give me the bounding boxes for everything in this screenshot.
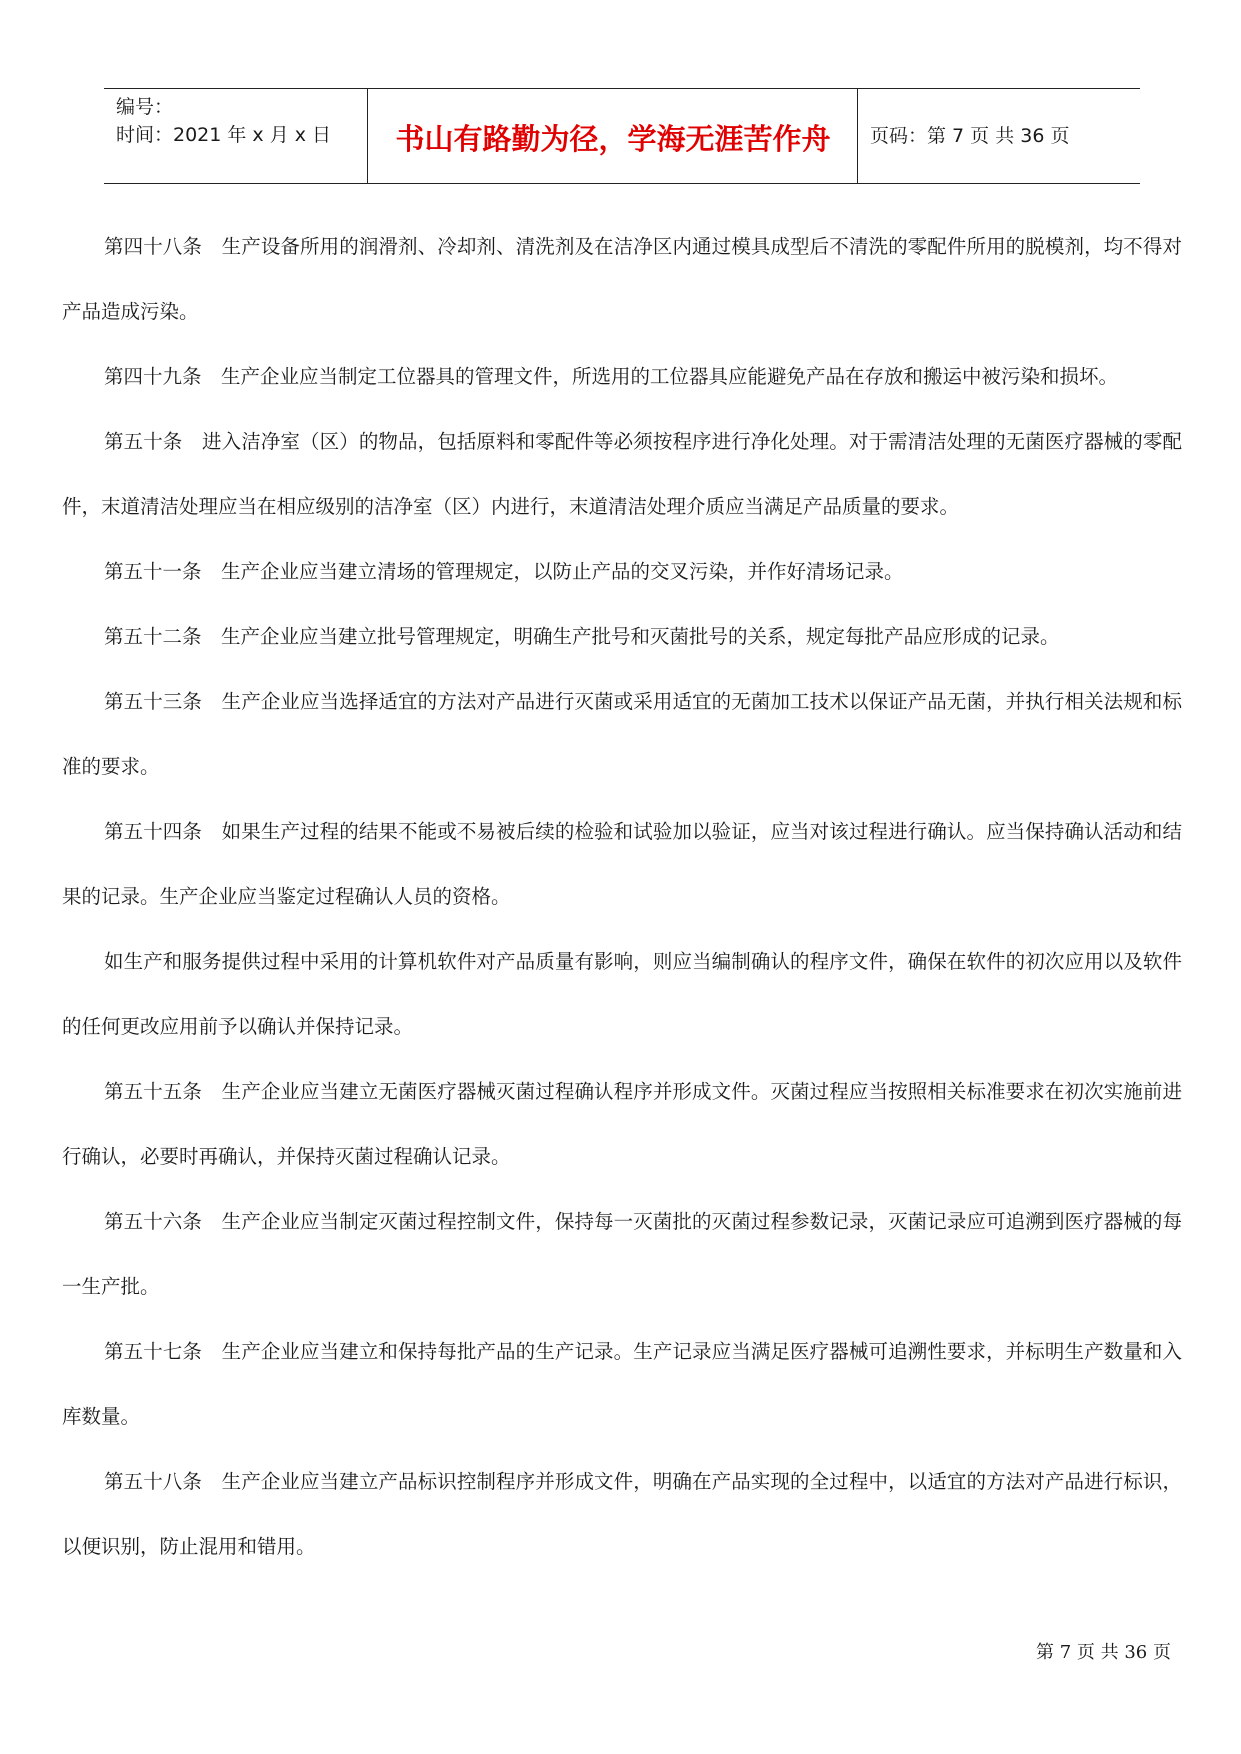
paragraph-article-55: 第五十五条 生产企业应当建立无菌医疗器械灭菌过程确认程序并形成文件。灭菌过程应当按照相关标准要求在初次实施前进行确认，必要时再确认，并保持灭菌过程确认记录。 (62, 1080, 1182, 1168)
paragraph-software-validation: 如生产和服务提供过程中采用的计算机软件对产品质量有影响，则应当编制确认的程序文件，确保在软件的初次应用以及软件的任何更改应用前予以确认并保持记录。 (62, 950, 1182, 1038)
paragraph-article-58: 第五十八条 生产企业应当建立产品标识控制程序并形成文件，明确在产品实现的全过程中，以适宜的方法对产品进行标识，以便识别，防止混用和错用。 (62, 1470, 1182, 1558)
header-page-label: 页码：第 7 页 共 36 页 (870, 125, 1070, 147)
paragraph-article-51: 第五十一条 生产企业应当建立清场的管理规定，以防止产品的交叉污染，并作好清场记录。 (104, 560, 904, 583)
header-meta (116, 93, 331, 149)
document-body (62, 214, 1182, 1579)
paragraph-article-50: 第五十条 进入洁净室（区）的物品，包括原料和零配件等必须按程序进行净化处理。对于需清洁处理的无菌医疗器械的零配件，末道清洁处理应当在相应级别的洁净室（区）内进行，末道清洁处理介质应当满足产品质量的要求。 (62, 430, 1182, 518)
header-motto: 书山有路勤为径，学海无涯苦作舟 (395, 122, 831, 156)
paragraph-article-53: 第五十三条 生产企业应当选择适宜的方法对产品进行灭菌或采用适宜的无菌加工技术以保证产品无菌，并执行相关法规和标准的要求。 (62, 690, 1182, 778)
paragraph-article-48: 第四十八条 生产设备所用的润滑剂、冷却剂、清洗剂及在洁净区内通过模具成型后不清洗的零配件所用的脱模剂，均不得对产品造成污染。 (62, 235, 1182, 323)
document-time-label: 时间：2021 年 x 月 x 日 (116, 124, 332, 146)
paragraph-article-49: 第四十九条 生产企业应当制定工位器具的管理文件，所选用的工位器具应能避免产品在存放和搬运中被污染和损坏。 (104, 365, 1119, 388)
paragraph-article-56: 第五十六条 生产企业应当制定灭菌过程控制文件，保持每一灭菌批的灭菌过程参数记录，灭菌记录应可追溯到医疗器械的每一生产批。 (62, 1210, 1182, 1298)
header-divider (857, 89, 858, 183)
document-number-label: 编号： (116, 96, 174, 118)
paragraph-article-57: 第五十七条 生产企业应当建立和保持每批产品的生产记录。生产记录应当满足医疗器械可追溯性要求，并标明生产数量和入库数量。 (62, 1340, 1182, 1428)
page-header (104, 88, 1140, 184)
page-footer: 第 7 页 共 36 页 (1036, 1642, 1171, 1663)
paragraph-article-54: 第五十四条 如果生产过程的结果不能或不易被后续的检验和试验加以验证，应当对该过程进行确认。应当保持确认活动和结果的记录。生产企业应当鉴定过程确认人员的资格。 (62, 820, 1182, 908)
header-divider (367, 89, 368, 183)
paragraph-article-52: 第五十二条 生产企业应当建立批号管理规定，明确生产批号和灭菌批号的关系，规定每批产品应形成的记录。 (104, 625, 1060, 648)
